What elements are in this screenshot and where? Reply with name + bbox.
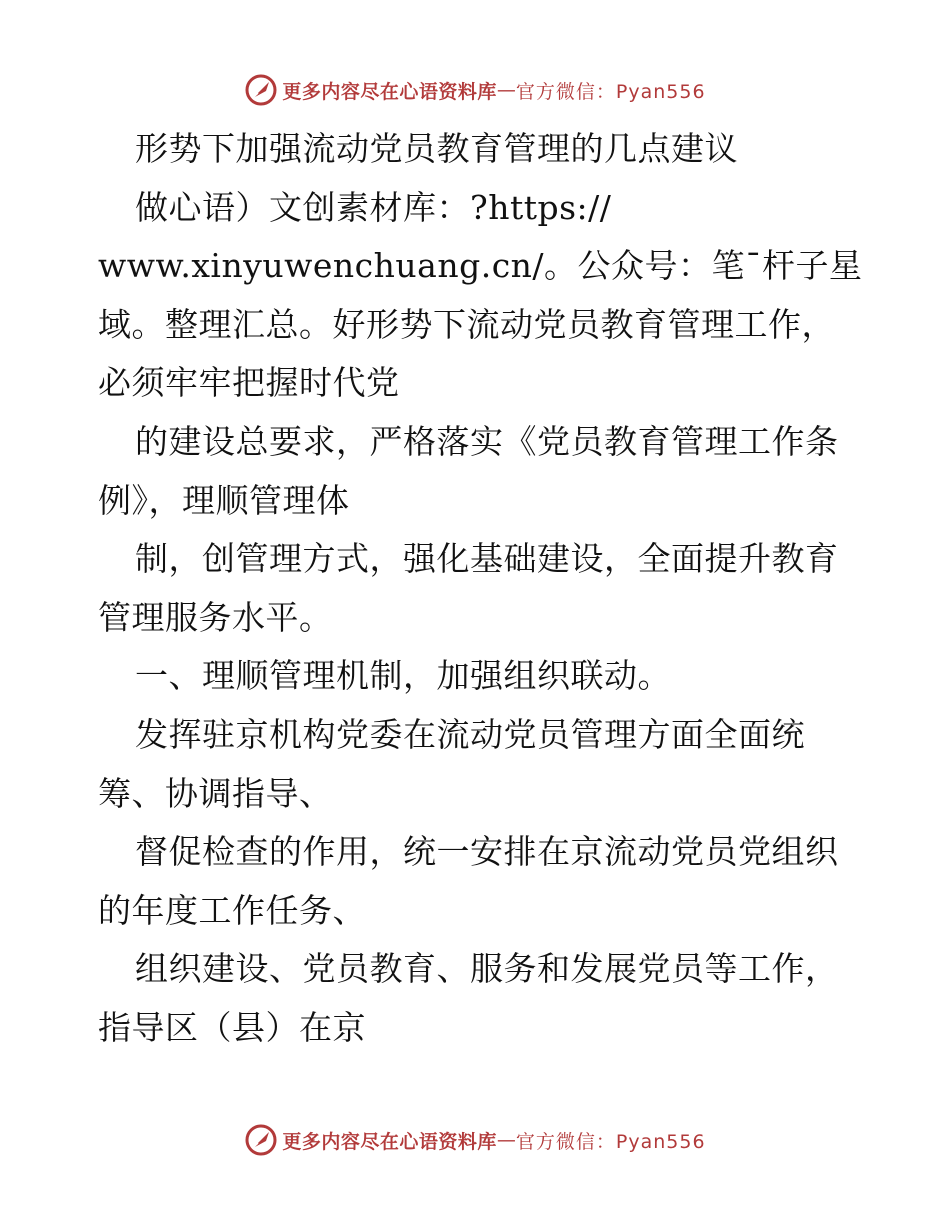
doc-line: 筹、协调指导、 <box>98 773 333 813</box>
doc-line: 指导区（县）在京 <box>98 1007 366 1047</box>
doc-line: 管理服务水平。 <box>98 597 333 637</box>
watermark-dash: — <box>496 1129 516 1151</box>
doc-line: 的建设总要求，严格落实《党员教育管理工作条 <box>135 421 839 461</box>
footer-watermark <box>0 1122 950 1158</box>
doc-line: 例》，理顺管理体 <box>98 480 350 520</box>
doc-line: 制，创管理方式，强化基础建设，全面提升教育 <box>135 539 839 579</box>
watermark-text: 更多内容尽在心语资料库 <box>282 1130 497 1153</box>
watermark-wechat: 官方微信：Pyan556 <box>515 1130 706 1153</box>
doc-line: 组织建设、党员教育、服务和发展党员等工作， <box>135 949 839 989</box>
doc-line: 督促检查的作用，统一安排在京流动党员党组织 <box>135 832 839 872</box>
watermark-wechat: 官方微信：Pyan556 <box>515 80 706 103</box>
watermark-dash: — <box>496 79 516 101</box>
document-body <box>98 120 863 1058</box>
doc-line: 形势下加强流动党员教育管理的几点建议 <box>135 129 738 168</box>
doc-line: 域。整理汇总。好形势下流动党员教育管理工作， <box>98 304 835 344</box>
doc-line: www.xinyuwenchuang.cn/。公众号：笔¯杆子星 <box>98 246 863 286</box>
doc-line: 做心语）文创素材库：?https:// <box>135 187 612 227</box>
quill-logo-icon <box>244 73 278 107</box>
doc-line: 必须牢牢把握时代党 <box>98 363 400 403</box>
doc-line: 一、理顺管理机制，加强组织联动。 <box>135 656 671 696</box>
doc-line: 的年度工作任务、 <box>98 890 366 930</box>
doc-line: 发挥驻京机构党委在流动党员管理方面全面统 <box>135 714 805 754</box>
quill-logo-icon <box>244 1123 278 1157</box>
watermark-text: 更多内容尽在心语资料库 <box>282 80 497 103</box>
header-watermark <box>0 72 950 108</box>
